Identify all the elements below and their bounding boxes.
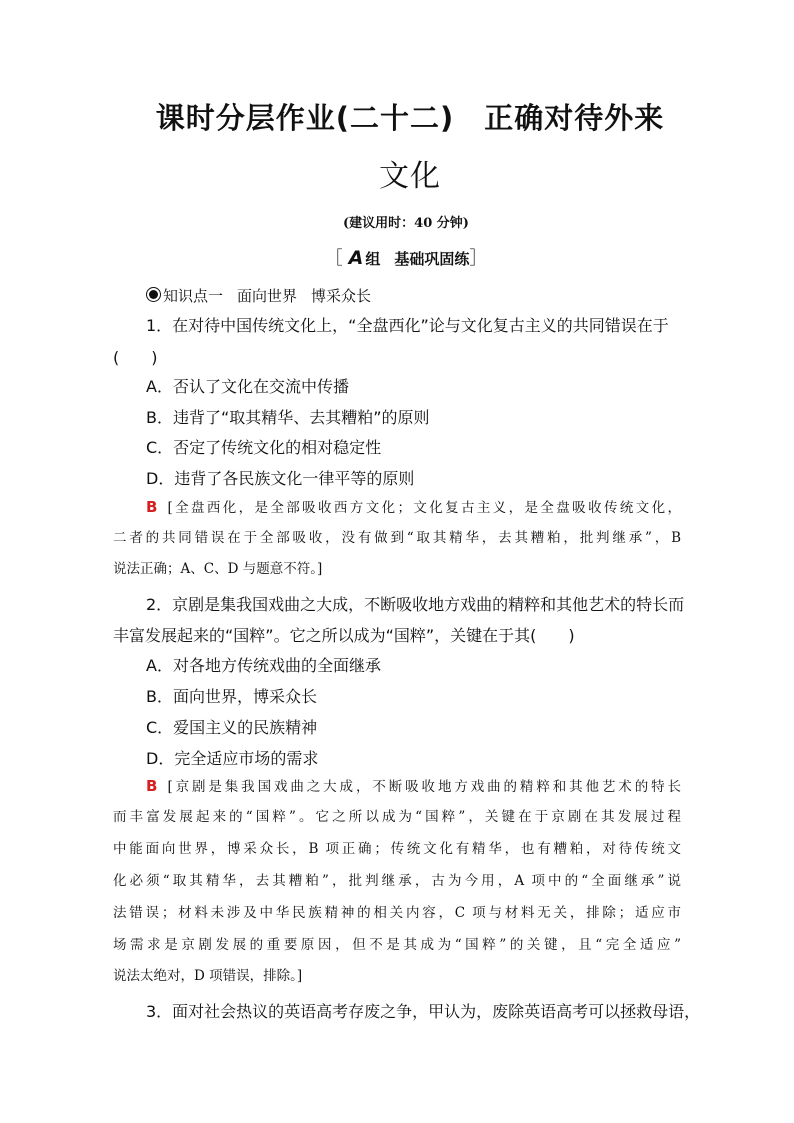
- question-1-option-d: D．违背了各民族文化一律平等的原则: [146, 469, 415, 488]
- question-2-explanation-line: 场需求是京剧发展的重要原因，但不是其成为“国粹”的关键，且“完全适应”: [113, 937, 681, 953]
- question-1-stem-cont: ( ): [113, 348, 158, 367]
- question-1-answer-key: B: [146, 498, 158, 516]
- question-2-answer-key: B: [146, 777, 158, 795]
- question-2-option-d: D．完全适应市场的需求: [146, 749, 319, 768]
- question-1-explanation-line: B [全盘西化，是全部吸收西方文化；文化复古主义，是全盘吸收传统文化，: [146, 498, 681, 516]
- question-2-explanation-line: B [京剧是集我国戏曲之大成，不断吸收地方戏曲的精粹和其他艺术的特长: [146, 777, 681, 795]
- title-part-b: 正确对待外来: [484, 101, 665, 135]
- knowledge-point-heading: [146, 285, 371, 306]
- question-2-option-b: B．面向世界，博采众长: [146, 687, 317, 706]
- group-letter: A: [348, 247, 364, 269]
- question-2-explanation-line: 法错误；材料未涉及中华民族精神的相关内容，C 项与材料无关，排除；适应市: [113, 905, 681, 921]
- question-2-stem-cont: 丰富发展起来的“国粹”。它之所以成为“国粹”，关键在于其( ): [113, 626, 575, 645]
- question-2-explanation-line: 化必须“取其精华，去其糟粕”，批判继承，古为今用，A 项中的“全面继承”说: [113, 873, 681, 889]
- page-title-continued: 文化: [379, 159, 441, 194]
- knowledge-point-topic-b: 博采众长: [311, 287, 372, 305]
- group-heading: [0, 244, 794, 270]
- time-note: (建议用时：40 分钟): [343, 216, 469, 231]
- question-1-option-c: C．否定了传统文化的相对稳定性: [146, 438, 382, 457]
- question-1-stem: 1．在对待中国传统文化上，“全盘西化”论与文化复古主义的共同错误在于: [146, 316, 669, 335]
- question-3-stem: 3．面对社会热议的英语高考存废之争，甲认为，废除英语高考可以拯救母语，: [146, 1002, 701, 1021]
- question-1-explanation-line: 二者的共同错误在于全部吸收，没有做到“取其精华，去其糟粕，批判继承”，B: [113, 530, 681, 546]
- question-1-explanation-line: 说法正确；A、C、D 与题意不符。]: [113, 561, 323, 577]
- page-title: [110, 96, 710, 137]
- question-2-explanation-line: 说法太绝对，D 项错误，排除。]: [113, 968, 303, 984]
- bracket-right: ］: [469, 248, 488, 269]
- group-label: 组: [365, 250, 381, 268]
- question-1-option-b: B．违背了“取其精华、去其糟粕”的原则: [146, 408, 430, 427]
- group-name: 基础巩固练: [394, 250, 470, 268]
- question-2-explanation-line: 而丰富发展起来的“国粹”。它之所以成为“国粹”，关键在于京剧在其发展过程: [113, 809, 681, 825]
- title-part-a: 课时分层作业(二十二): [155, 101, 455, 135]
- bullet-icon: [146, 287, 161, 302]
- knowledge-point-topic-a: 面向世界: [237, 287, 298, 305]
- question-1-option-a: A．否认了文化在交流中传播: [146, 377, 349, 396]
- bracket-left: ［: [324, 248, 343, 269]
- knowledge-point-label: 知识点一: [163, 287, 224, 305]
- question-2-option-a: A．对各地方传统戏曲的全面继承: [146, 656, 381, 675]
- question-2-option-c: C．爱国主义的民族精神: [146, 718, 318, 737]
- question-2-explanation-line: 中能面向世界，博采众长，B 项正确；传统文化有精华，也有糟粕，对待传统文: [113, 841, 681, 857]
- question-2-stem: 2．京剧是集我国戏曲之大成，不断吸收地方戏曲的精粹和其他艺术的特长而: [146, 595, 685, 614]
